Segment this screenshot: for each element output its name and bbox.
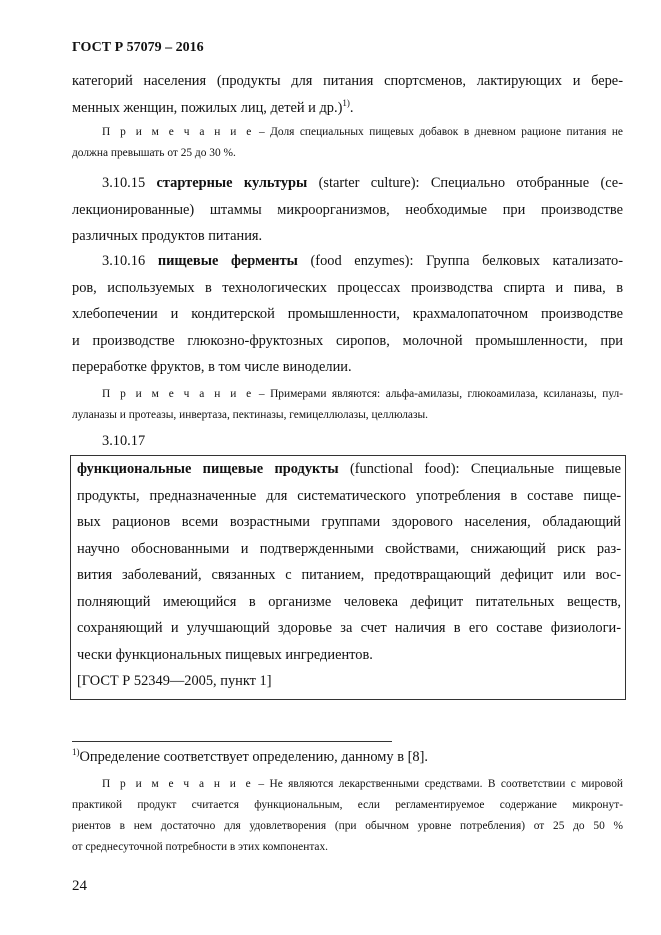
text-line: вития заболеваний, связанных с питанием, предотвращающий дефицит или вос- — [77, 567, 621, 583]
term-name: стартерные культуры — [156, 175, 308, 191]
text-line: практикой продукт считается функциональным, если регламентируемое содержание микронут- — [72, 799, 623, 811]
text-line: 3.10.16 пищевые ферменты (food enzymes): Группа белковых катализато- — [102, 253, 623, 269]
intro-paragraph — [72, 68, 623, 121]
term-name: пищевые ферменты — [157, 253, 298, 269]
text-line: продукты, предназначенные для систематического употребления в составе пище- — [77, 487, 621, 504]
text-line: хлебопечении и кондитерской промышленности, крахмалопаточном производстве — [72, 306, 623, 322]
source-reference: [ГОСТ Р 52349—2005, пункт 1] — [77, 673, 272, 689]
footnote-ref: 1) — [342, 97, 350, 108]
text-line: П р и м е ч а н и е – Доля специальных пищевых добавок в дневном рационе питания не — [102, 126, 623, 138]
note-label: П р и м е ч а н и е — [102, 126, 254, 138]
text-line: функциональные пищевые продукты (functional food): Специальные пищевые — [77, 461, 621, 477]
text-line: научно обоснованными и подтвержденными свойствами, снижающий риск раз- — [77, 540, 621, 557]
text-line: менных женщин, пожилых лиц, детей и др.)$^{1)}$. — [72, 97, 354, 116]
text-line: категорий населения (продукты для питания спортсменов, лактирующих и бере- — [72, 73, 623, 89]
note-label: П р и м е ч а н и е — [102, 778, 253, 790]
footnote-separator — [72, 741, 392, 742]
text-line: лекционированные) штаммы микроорганизмов, необходимые при производстве — [72, 201, 623, 218]
term-definition-3-10-15 — [72, 170, 623, 250]
note-paragraph — [72, 122, 623, 164]
text-line: 3.10.15 стартерные культуры (starter culture): Специально отобранные (се- — [102, 175, 623, 191]
text-line: от среднесуточной потребности в этих компонентах. — [72, 841, 329, 853]
footnote-mark: 1) — [72, 747, 80, 758]
text-line: переработке фруктов, в том числе виноделии. — [72, 359, 352, 375]
text-line: риентов в нем достаточно для удовлетворения (при обычном уровне потребления) от 25 до 50 % — [72, 820, 623, 832]
text-line: П р и м е ч а н и е – Примерами являются: альфа-амилазы, глюкоамилаза, ксиланазы, пул- — [102, 388, 623, 400]
text-line: ров, используемых в технологических процессах производства спирта и пива, в — [72, 279, 623, 296]
note-paragraph — [72, 774, 623, 858]
document-header: ГОСТ Р 57079 – 2016 — [72, 40, 204, 55]
page-number: 24 — [72, 878, 87, 894]
term-number: 3.10.16 — [102, 253, 158, 269]
footnote — [72, 744, 623, 771]
text-line: П р и м е ч а н и е – Не являются лекарственными средствами. В соответствии с мировой — [102, 778, 623, 790]
text-line: чески функциональных пищевых ингредиентов. — [77, 646, 373, 663]
text-line: вых рационов всеми возрастными группами здорового населения, обладающий — [77, 514, 621, 530]
text-line: сохраняющий и улучшающий здоровье за счет наличия в его составе физиологи- — [77, 620, 621, 636]
note-label: П р и м е ч а н и е — [102, 388, 254, 400]
term-definition-3-10-16 — [72, 248, 623, 381]
term-number: 3.10.17 — [102, 433, 146, 449]
text-line: луланазы и протеазы, инвертаза, пектиназы, гемицеллюлазы, целлюлазы. — [72, 409, 428, 421]
term-name: функциональные пищевые продукты — [77, 461, 339, 477]
text-line: и производстве глюкозно-фруктозных сиропов, молочной промышленности, при — [72, 332, 623, 349]
term-definition-3-10-17 — [77, 456, 621, 695]
text-line: $^{1)}$Определение соответствует определению, данному в [8]. — [72, 747, 428, 765]
note-paragraph — [72, 384, 623, 426]
term-number: 3.10.15 — [102, 175, 157, 191]
text-line: различных продуктов питания. — [72, 228, 263, 244]
term-number-3-10-17 — [72, 428, 623, 455]
text-line: должна превышать от 25 до 30 %. — [72, 147, 236, 159]
text-line: полняющий имеющийся в организме человека дефицит питательных веществ, — [77, 593, 621, 610]
